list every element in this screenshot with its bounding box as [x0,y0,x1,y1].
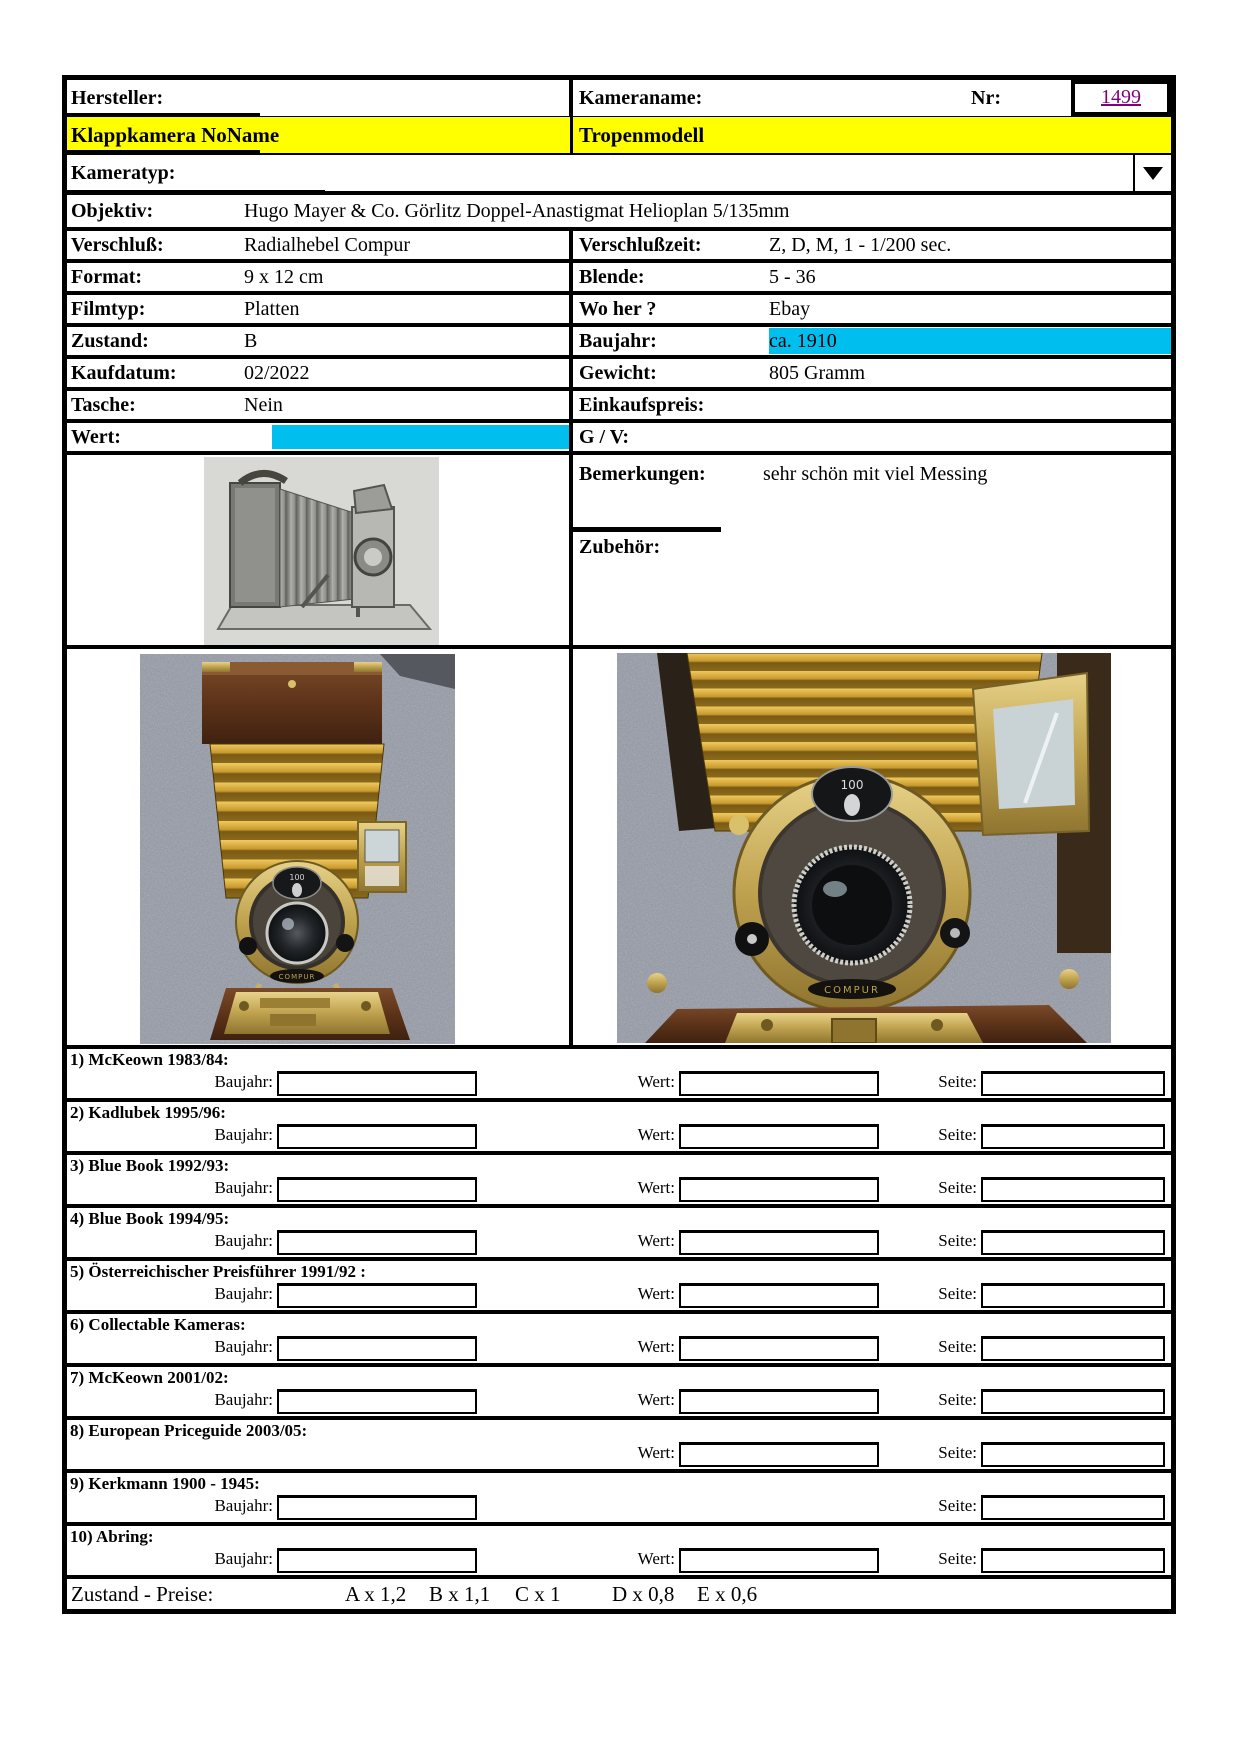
reference-title: 10) Abring: [70,1527,154,1546]
media-row [67,451,1171,645]
price-factor-a: A x 1,2 [345,1582,407,1606]
spec-row-filmtyp [67,291,1171,323]
seite-input[interactable] [981,1124,1165,1149]
reference-field-label: Wert: [637,1125,675,1144]
seite-input[interactable] [981,1548,1165,1573]
reference-title: 8) European Priceguide 2003/05: [70,1421,308,1440]
field-value[interactable]: Ebay [769,297,811,320]
kameratyp-dropdown-button[interactable] [1133,155,1171,191]
reference-field-label: Baujahr: [214,1231,273,1250]
reference-fields [67,1230,1171,1257]
reference-field-label: Wert: [637,1549,675,1568]
spec-row-kaufdatum [67,355,1171,387]
baujahr-input[interactable] [277,1548,477,1573]
reference-field-label: Seite: [938,1390,977,1409]
reference-entry [67,1522,1171,1575]
field-label: Wo her ? [579,297,657,320]
reference-entry [67,1363,1171,1416]
reference-title: 7) McKeown 2001/02: [70,1368,229,1387]
seite-input[interactable] [981,1495,1165,1520]
kameratyp-underline-bottom [67,190,325,195]
baujahr-highlighted-value[interactable]: ca. 1910 [769,328,1171,354]
reference-field-label: Baujahr: [214,1390,273,1409]
kameratyp-label: Kameratyp: [71,161,176,184]
kameraname-value-cell[interactable] [573,117,1171,153]
camera-photo-full-cell [67,649,573,1045]
reference-entry [67,1416,1171,1469]
reference-fields [67,1495,1171,1522]
field-label: Verschluß: [71,233,164,256]
baujahr-input[interactable] [277,1495,477,1520]
reference-field-label: Seite: [938,1549,977,1568]
reference-field-label: Seite: [938,1496,977,1515]
field-label: Gewicht: [579,361,657,384]
seite-input[interactable] [981,1442,1165,1467]
kameratyp-underline-top [67,150,260,155]
reference-field-label: Wert: [637,1231,675,1250]
reference-entry [67,1151,1171,1204]
field-label: Baujahr: [579,329,657,352]
baujahr-input[interactable] [277,1389,477,1414]
field-value[interactable]: 02/2022 [244,361,310,384]
bemerkungen-value[interactable]: sehr schön mit viel Messing [763,463,988,485]
baujahr-input[interactable] [277,1071,477,1096]
catalog-illustration-cell [67,455,573,645]
hersteller-field-underline [67,113,260,117]
field-label: Blende: [579,265,645,288]
header-row [67,80,1171,116]
reference-entry [67,1098,1171,1151]
baujahr-input[interactable] [277,1177,477,1202]
reference-field-label: Seite: [938,1231,977,1250]
camera-illustration [204,457,439,645]
reference-field-label: Baujahr: [214,1072,273,1091]
reference-field-label: Baujahr: [214,1284,273,1303]
reference-field-label: Wert: [637,1390,675,1409]
field-value[interactable]: Z, D, M, 1 - 1/200 sec. [769,233,952,256]
reference-field-label: Seite: [938,1072,977,1091]
reference-fields [67,1336,1171,1363]
reference-field-label: Wert: [637,1337,675,1356]
chevron-down-icon [1143,167,1163,180]
field-value[interactable]: Radialhebel Compur [244,233,411,256]
baujahr-input[interactable] [277,1336,477,1361]
kameraname-value: Tropenmodell [579,122,705,147]
reference-field-label: Wert: [637,1072,675,1091]
field-value[interactable]: Platten [244,297,300,320]
price-factor-d: D x 0,8 [612,1582,675,1606]
reference-entry [67,1204,1171,1257]
field-value[interactable]: 805 Gramm [769,361,866,384]
reference-field-label: Seite: [938,1125,977,1144]
price-factor-e: E x 0,6 [697,1582,758,1606]
hersteller-label: Hersteller: [71,86,164,109]
field-value[interactable]: 9 x 12 cm [244,265,324,288]
hersteller-value-cell[interactable] [67,117,573,153]
objektiv-value[interactable]: Hugo Mayer & Co. Görlitz Doppel-Anastigmat Helioplan 5/135mm [244,199,790,222]
field-label: Tasche: [71,393,136,416]
reference-fields [67,1177,1171,1204]
svg-text:COMPUR: COMPUR [824,985,880,996]
kameraname-cell [573,80,1171,116]
bemerkungen-underline [573,527,721,532]
baujahr-input[interactable] [277,1283,477,1308]
reference-field-label: Baujahr: [214,1549,273,1568]
nr-label: Nr: [971,86,1001,109]
spec-row-wert [67,419,1171,451]
field-label: G / V: [579,425,630,448]
seite-input[interactable] [981,1230,1165,1255]
reference-title: 6) Collectable Kameras: [70,1315,246,1334]
reference-title: 1) McKeown 1983/84: [70,1050,229,1069]
reference-field-label: Baujahr: [214,1178,273,1197]
reference-field-label: Baujahr: [214,1496,273,1515]
reference-fields [67,1442,1171,1469]
spec-row-format [67,259,1171,291]
reference-field-label: Seite: [938,1284,977,1303]
reference-fields [67,1548,1171,1575]
camera-photo-closeup-cell [573,649,1171,1045]
reference-title: 9) Kerkmann 1900 - 1945: [70,1474,260,1493]
reference-fields [67,1389,1171,1416]
reference-entry [67,1310,1171,1363]
spec-row-verschluss [67,227,1171,259]
objektiv-label: Objektiv: [71,199,154,222]
kameratyp-row [67,153,1171,191]
seite-input[interactable] [981,1336,1165,1361]
remarks-cell [573,455,1171,645]
field-value[interactable]: 5 - 36 [769,265,816,288]
reference-field-label: Seite: [938,1337,977,1356]
field-value[interactable]: Nein [244,393,283,416]
references [67,1045,1171,1575]
baujahr-input[interactable] [277,1124,477,1149]
svg-text:100: 100 [289,873,305,882]
zubehoer-label: Zubehör: [579,536,661,558]
reference-field-label: Wert: [637,1443,675,1462]
camera-record-sheet [62,75,1176,1614]
svg-text:100: 100 [840,778,864,792]
seite-input[interactable] [981,1283,1165,1308]
reference-entry [67,1469,1171,1522]
reference-title: 2) Kadlubek 1995/96: [70,1103,226,1122]
kameraname-label: Kameraname: [579,86,703,109]
reference-field-label: Seite: [938,1443,977,1462]
field-label: Zustand: [71,329,149,352]
camera-name-row [67,116,1171,153]
reference-entry [67,1257,1171,1310]
reference-fields [67,1071,1171,1098]
reference-field-label: Baujahr: [214,1337,273,1356]
footer-row [67,1575,1171,1609]
objektiv-row [67,191,1171,227]
spec-row-zustand [67,323,1171,355]
reference-entry [67,1045,1171,1098]
field-label: Filmtyp: [71,297,146,320]
reference-title: 5) Österreichischer Preisführer 1991/92 : [70,1262,366,1281]
hersteller-cell [67,80,573,116]
wert-highlighted-field[interactable] [272,425,569,449]
reference-field-label: Seite: [938,1178,977,1197]
field-label: Format: [71,265,143,288]
kameratyp-field[interactable] [67,155,1133,191]
record-number-box [1071,80,1171,116]
seite-input[interactable] [981,1389,1165,1414]
field-value[interactable]: B [244,329,258,352]
seite-input[interactable] [981,1177,1165,1202]
hersteller-value: Klappkamera NoName [71,122,280,147]
reference-fields [67,1283,1171,1310]
field-label: Einkaufspreis: [579,393,705,416]
camera-photo-closeup [617,653,1111,1043]
reference-field-label: Baujahr: [214,1125,273,1144]
field-label: Verschlußzeit: [579,233,702,256]
reference-field-label: Wert: [637,1178,675,1197]
price-factor-b: B x 1,1 [429,1582,491,1606]
seite-input[interactable] [981,1071,1165,1096]
record-number-link[interactable]: 1499 [1101,86,1141,108]
spec-row-tasche [67,387,1171,419]
photos-row [67,645,1171,1045]
field-label: Kaufdatum: [71,361,177,384]
price-factor-c: C x 1 [515,1582,561,1606]
zustand-preise-label: Zustand - Preise: [71,1582,214,1606]
baujahr-input[interactable] [277,1230,477,1255]
svg-text:COMPUR: COMPUR [278,973,316,981]
field-label: Wert: [71,425,121,448]
bemerkungen-label: Bemerkungen: [579,463,706,485]
reference-fields [67,1124,1171,1151]
camera-photo-full [140,654,455,1044]
reference-title: 3) Blue Book 1992/93: [70,1156,230,1175]
reference-title: 4) Blue Book 1994/95: [70,1209,230,1228]
reference-field-label: Wert: [637,1284,675,1303]
